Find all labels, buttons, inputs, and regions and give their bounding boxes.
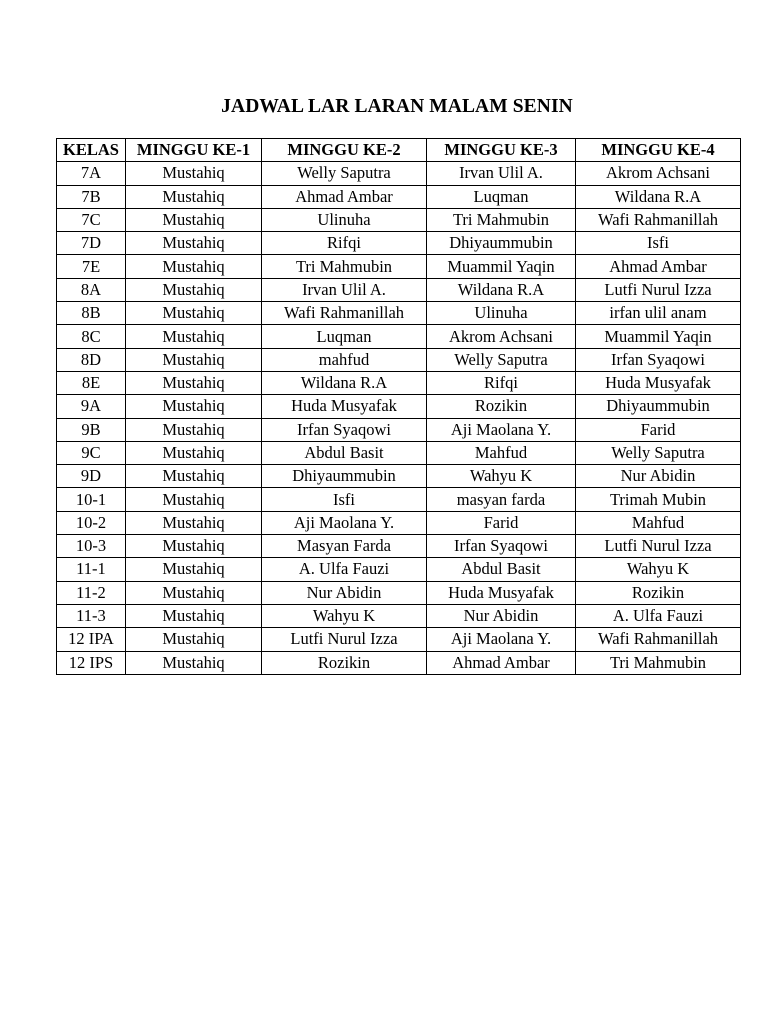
cell-minggu-1: Mustahiq [126,511,262,534]
cell-minggu-1: Mustahiq [126,465,262,488]
cell-minggu-4: Muammil Yaqin [576,325,741,348]
cell-minggu-1: Mustahiq [126,558,262,581]
cell-minggu-1: Mustahiq [126,488,262,511]
cell-kelas: 12 IPA [57,628,126,651]
cell-minggu-4: Ahmad Ambar [576,255,741,278]
cell-kelas: 8A [57,278,126,301]
cell-minggu-1: Mustahiq [126,348,262,371]
cell-minggu-1: Mustahiq [126,581,262,604]
cell-minggu-4: Isfi [576,232,741,255]
cell-minggu-2: Ulinuha [262,208,427,231]
page-title: JADWAL LAR LARAN MALAM SENIN [221,96,573,117]
cell-kelas: 8E [57,371,126,394]
cell-minggu-3: masyan farda [427,488,576,511]
cell-kelas: 11-2 [57,581,126,604]
cell-kelas: 9D [57,465,126,488]
cell-kelas: 7C [57,208,126,231]
table-row [57,162,741,185]
cell-minggu-4: Wildana R.A [576,185,741,208]
cell-kelas: 10-1 [57,488,126,511]
cell-minggu-2: Aji Maolana Y. [262,511,427,534]
cell-kelas: 7E [57,255,126,278]
column-header-minggu-3: MINGGU KE-3 [427,139,576,162]
cell-minggu-3: Rifqi [427,371,576,394]
cell-minggu-3: Irvan Ulil A. [427,162,576,185]
table-row [57,651,741,674]
cell-minggu-4: Irfan Syaqowi [576,348,741,371]
table-row [57,232,741,255]
table-row [57,255,741,278]
cell-minggu-4: Mahfud [576,511,741,534]
cell-minggu-4: Tri Mahmubin [576,651,741,674]
cell-minggu-3: Tri Mahmubin [427,208,576,231]
table-row [57,628,741,651]
cell-minggu-4: Trimah Mubin [576,488,741,511]
cell-minggu-1: Mustahiq [126,255,262,278]
cell-minggu-1: Mustahiq [126,232,262,255]
cell-minggu-4: Wahyu K [576,558,741,581]
cell-kelas: 11-3 [57,604,126,627]
cell-minggu-1: Mustahiq [126,418,262,441]
cell-minggu-3: Luqman [427,185,576,208]
cell-minggu-1: Mustahiq [126,651,262,674]
cell-minggu-3: Rozikin [427,395,576,418]
cell-minggu-2: Ahmad Ambar [262,185,427,208]
cell-minggu-2: Isfi [262,488,427,511]
cell-minggu-3: Farid [427,511,576,534]
cell-minggu-3: Muammil Yaqin [427,255,576,278]
cell-minggu-2: A. Ulfa Fauzi [262,558,427,581]
cell-minggu-3: Ahmad Ambar [427,651,576,674]
cell-minggu-4: A. Ulfa Fauzi [576,604,741,627]
cell-minggu-1: Mustahiq [126,278,262,301]
cell-minggu-2: Lutfi Nurul Izza [262,628,427,651]
cell-minggu-2: Welly Saputra [262,162,427,185]
cell-minggu-3: Irfan Syaqowi [427,535,576,558]
cell-minggu-2: Rozikin [262,651,427,674]
cell-minggu-1: Mustahiq [126,302,262,325]
cell-kelas: 7D [57,232,126,255]
cell-minggu-4: Dhiyaummubin [576,395,741,418]
column-header-kelas: KELAS [57,139,126,162]
cell-minggu-4: Farid [576,418,741,441]
table-row [57,302,741,325]
cell-kelas: 8B [57,302,126,325]
cell-minggu-3: Aji Maolana Y. [427,628,576,651]
cell-minggu-1: Mustahiq [126,371,262,394]
cell-minggu-2: Tri Mahmubin [262,255,427,278]
cell-minggu-3: Aji Maolana Y. [427,418,576,441]
cell-kelas: 8D [57,348,126,371]
cell-minggu-1: Mustahiq [126,208,262,231]
cell-kelas: 9C [57,441,126,464]
cell-minggu-3: Abdul Basit [427,558,576,581]
cell-minggu-3: Mahfud [427,441,576,464]
table-row [57,371,741,394]
cell-minggu-3: Wildana R.A [427,278,576,301]
table-row [57,488,741,511]
table-row [57,185,741,208]
table-row [57,511,741,534]
cell-minggu-2: mahfud [262,348,427,371]
cell-minggu-3: Nur Abidin [427,604,576,627]
cell-minggu-4: Akrom Achsani [576,162,741,185]
cell-minggu-1: Mustahiq [126,185,262,208]
cell-minggu-2: Huda Musyafak [262,395,427,418]
cell-minggu-1: Mustahiq [126,325,262,348]
cell-kelas: 10-3 [57,535,126,558]
table-row [57,325,741,348]
table-row [57,278,741,301]
table-row [57,348,741,371]
cell-minggu-2: Wafi Rahmanillah [262,302,427,325]
cell-minggu-2: Wahyu K [262,604,427,627]
table-row [57,465,741,488]
cell-minggu-2: Wildana R.A [262,371,427,394]
header-row [57,139,741,162]
table-row [57,581,741,604]
cell-minggu-3: Huda Musyafak [427,581,576,604]
cell-minggu-1: Mustahiq [126,535,262,558]
cell-kelas: 7A [57,162,126,185]
cell-minggu-1: Mustahiq [126,604,262,627]
cell-minggu-1: Mustahiq [126,395,262,418]
table-row [57,604,741,627]
cell-minggu-2: Irvan Ulil A. [262,278,427,301]
cell-kelas: 10-2 [57,511,126,534]
cell-minggu-4: Lutfi Nurul Izza [576,535,741,558]
cell-kelas: 11-1 [57,558,126,581]
cell-minggu-2: Abdul Basit [262,441,427,464]
cell-minggu-2: Masyan Farda [262,535,427,558]
cell-minggu-3: Akrom Achsani [427,325,576,348]
cell-kelas: 7B [57,185,126,208]
cell-minggu-2: Rifqi [262,232,427,255]
cell-minggu-4: irfan ulil anam [576,302,741,325]
cell-minggu-4: Lutfi Nurul Izza [576,278,741,301]
table-row [57,535,741,558]
column-header-minggu-2: MINGGU KE-2 [262,139,427,162]
cell-minggu-3: Dhiyaummubin [427,232,576,255]
cell-minggu-4: Welly Saputra [576,441,741,464]
table-row [57,395,741,418]
cell-minggu-2: Luqman [262,325,427,348]
cell-minggu-1: Mustahiq [126,441,262,464]
cell-minggu-2: Nur Abidin [262,581,427,604]
cell-minggu-1: Mustahiq [126,628,262,651]
cell-minggu-4: Wafi Rahmanillah [576,628,741,651]
cell-minggu-4: Huda Musyafak [576,371,741,394]
cell-kelas: 9A [57,395,126,418]
cell-minggu-3: Ulinuha [427,302,576,325]
cell-minggu-3: Welly Saputra [427,348,576,371]
column-header-minggu-1: MINGGU KE-1 [126,139,262,162]
cell-minggu-4: Nur Abidin [576,465,741,488]
table-row [57,558,741,581]
cell-minggu-3: Wahyu K [427,465,576,488]
cell-minggu-1: Mustahiq [126,162,262,185]
column-header-minggu-4: MINGGU KE-4 [576,139,741,162]
table-body [57,162,741,675]
table-row [57,418,741,441]
table-header [57,139,741,162]
cell-kelas: 8C [57,325,126,348]
table-row [57,208,741,231]
cell-minggu-4: Wafi Rahmanillah [576,208,741,231]
cell-minggu-4: Rozikin [576,581,741,604]
cell-kelas: 9B [57,418,126,441]
schedule-table [56,138,741,675]
cell-minggu-2: Irfan Syaqowi [262,418,427,441]
cell-kelas: 12 IPS [57,651,126,674]
table-row [57,441,741,464]
cell-minggu-2: Dhiyaummubin [262,465,427,488]
